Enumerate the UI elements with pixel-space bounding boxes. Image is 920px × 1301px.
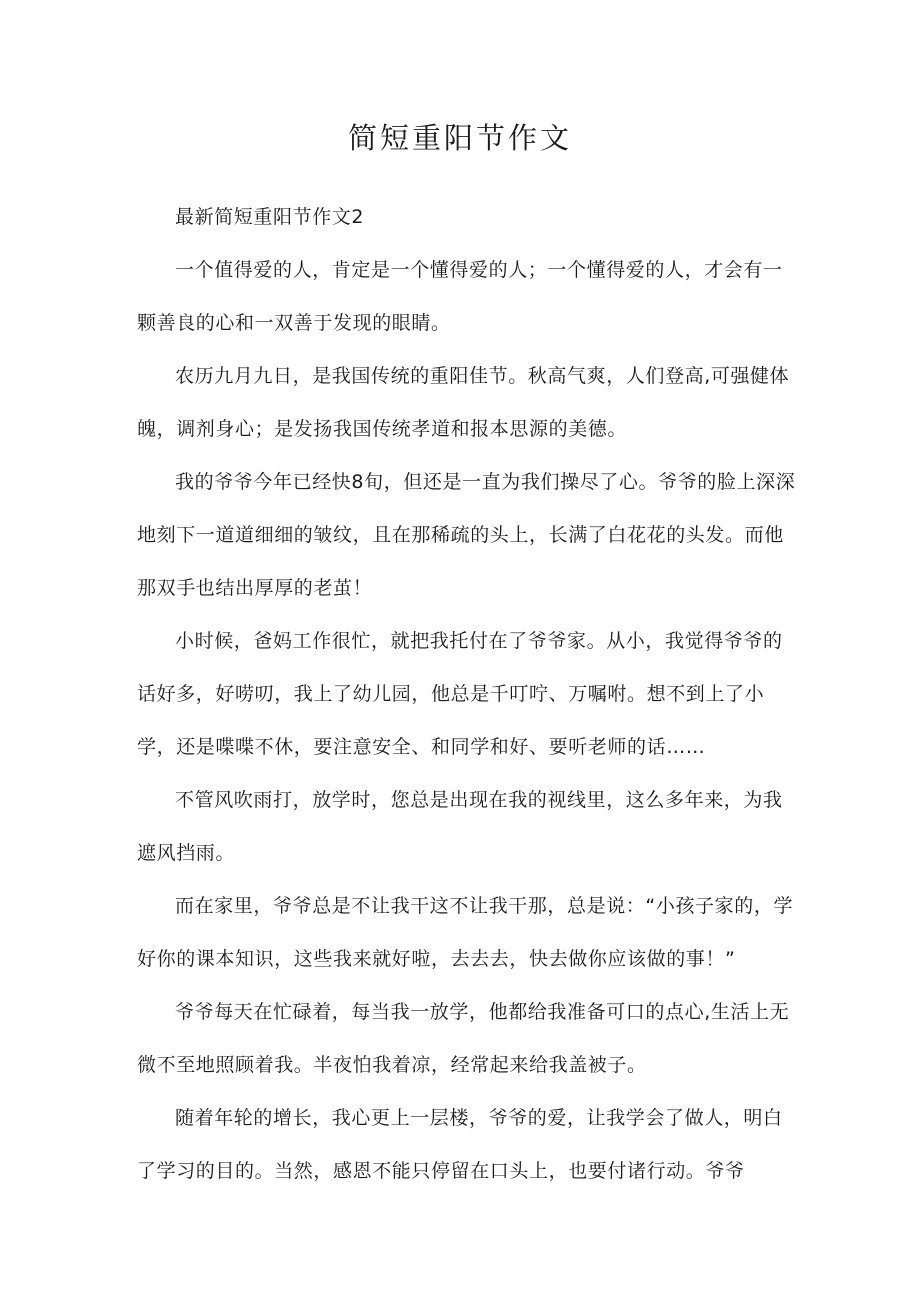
paragraph-3: 我的爷爷今年已经快8旬，但还是一直为我们操尽了心。爷爷的脸上深深地刻下一道道细细的皱纹，且在那稀疏的头上，长满了白花花的头发。而他那双手也结出厚厚的老茧！: [137, 471, 796, 599]
paragraph-5: 不管风吹雨打，放学时，您总是出现在我的视线里，这么多年来，为我遮风挡雨。: [137, 789, 783, 864]
paragraph-2: 农历九月九日，是我国传统的重阳佳节。秋高气爽，人们登高,可强健体魄，调剂身心；是发扬我国传统孝道和报本思源的美德。: [137, 365, 790, 440]
paragraph-7: 爷爷每天在忙碌着，每当我一放学，他都给我准备可口的点心,生活上无微不至地照顾着我。半夜怕我着凉，经常起来给我盖被子。: [137, 1001, 790, 1076]
paragraph-4: 小时候，爸妈工作很忙，就把我托付在了爷爷家。从小，我觉得爷爷的话好多，好唠叨，我上了幼儿园，他总是千叮咛、万嘱咐。想不到上了小学，还是喋喋不休，要注意安全、和同学和好、要听老师的话……: [137, 630, 783, 758]
paragraph-1: 一个值得爱的人，肯定是一个懂得爱的人；一个懂得爱的人，才会有一颗善良的心和一双善于发现的眼睛。: [137, 259, 783, 334]
article-subtitle: 最新简短重阳节作文2: [175, 206, 365, 228]
article-body: [137, 191, 797, 1198]
paragraph-8: 随着年轮的增长，我心更上一层楼，爷爷的爱，让我学会了做人，明白了学习的目的。当然，感恩不能只停留在口头上，也要付诸行动。爷爷: [137, 1107, 783, 1182]
paragraph-6: 而在家里，爷爷总是不让我干这不让我干那，总是说：“小孩子家的，学好你的课本知识，这些我来就好啦，去去去，快去做你应该做的事！”: [137, 895, 794, 970]
page-title: 简短重阳节作文: [347, 121, 572, 155]
